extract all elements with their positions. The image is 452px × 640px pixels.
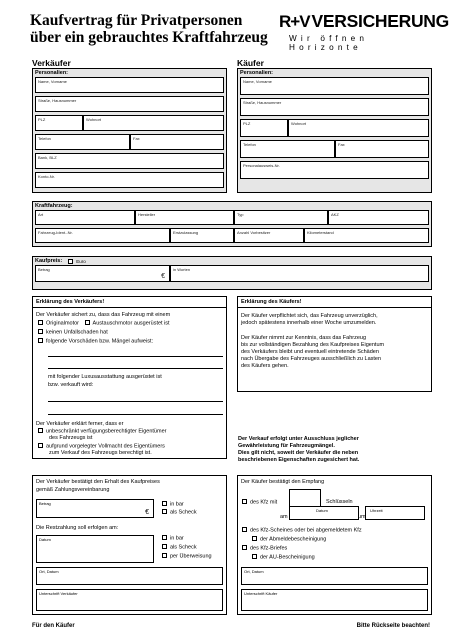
price-box [32,256,432,290]
euro-label: Euro [76,258,86,264]
cheque-checkbox[interactable] [162,509,167,514]
owner-checkbox[interactable] [38,428,43,433]
logo-slogan: Wir öffnen Horizonte [289,34,369,52]
damages-checkbox[interactable] [38,338,43,343]
seller-account-field[interactable]: Konto-Nr. [35,172,224,188]
seller-street-field[interactable]: Straße, Hausnummer [35,96,224,112]
receipt-date-field[interactable]: Datum [289,506,359,520]
damages-line-2[interactable] [48,368,223,369]
receipt-euro-sign: € [145,509,149,516]
price-words-field[interactable]: in Worten [170,265,429,282]
luxury-line-2[interactable] [48,414,223,415]
divider [237,307,432,308]
rest-payment-date-field[interactable]: Datum [36,535,154,563]
buyer-decl-p2c: des Verkäufers bleibt und eventuell eintretende Schäden [241,349,379,355]
registration-doc-checkbox[interactable] [242,527,247,532]
buyer-decl-p2d: nach Übergabe des Fahrzeuges ausschließlich zu Lasten [241,356,382,362]
buyer-declaration-title: Erklärung des Käufers! [241,299,302,305]
buyer-personal-box [237,68,432,193]
emission-cert-checkbox[interactable] [252,554,257,559]
buyer-decl-p1a: Der Käufer verpflichtet sich, das Fahrzeug unverzüglich, [241,313,378,319]
damages-line-1[interactable] [48,356,223,357]
vehicle-box [32,201,432,247]
vehicle-manufacturer-field[interactable]: Hersteller [135,210,234,225]
divider [32,307,227,308]
deregistration-checkbox[interactable] [252,536,257,541]
buyer-receipt-title: Der Käufer bestätigt den Empfang [241,479,325,485]
buyer-box-title: Personalien: [240,70,274,76]
buyer-heading: Käufer [237,58,264,68]
luxury-text-2: bzw. verkauft wird: [48,382,94,388]
car-keys-checkbox[interactable] [242,499,247,504]
buyer-place-date-field[interactable]: Ort, Datum [241,567,428,585]
authorized-text-2: zum Verkauf des Fahrzeugs berechtigt ist. [49,450,152,456]
transfer-checkbox[interactable] [162,553,167,558]
seller-personal-box [32,68,227,193]
vehicle-prev-owners-field[interactable]: Anzahl Vorbesitzer [234,228,304,243]
original-engine-checkbox[interactable] [38,320,43,325]
buyer-decl-p1b: jedoch spätestens innerhalb einer Woche umzumelden. [241,320,377,326]
receipt-time-field[interactable]: Uhrzeit [365,506,425,520]
vehicle-plate-field[interactable]: AKZ [328,210,429,225]
seller-decl-intro: Der Verkäufer sichert zu, dass das Fahrzeug mit einem [36,312,171,318]
buyer-city-field[interactable]: Wohnort [288,119,429,137]
buyer-id-field[interactable]: Personalausweis-Nr. [240,161,429,179]
price-amount-field[interactable]: Betrag € [35,265,170,282]
buyer-decl-p2a: Der Käufer nimmt zur Kenntnis, dass das Fahrzeug [241,335,367,341]
buyer-fax-field[interactable]: Fax [335,140,429,158]
cash2-checkbox[interactable] [162,535,167,540]
price-box-title: Kaufpreis: [35,258,63,264]
title-line-1: Kaufvertrag für Privatpersonen [30,12,243,29]
am-label: am [280,514,288,520]
seller-city-field[interactable]: Wohnort [83,115,224,131]
buyer-plz-field[interactable]: PLZ [240,119,288,137]
logo-brand-name: VERSICHERUNG [311,11,449,31]
um-label: um [358,514,366,520]
vehicle-box-title: Kraftfahrzeug: [35,203,73,209]
seller-receipt-l1: Der Verkäufer bestätigt den Erhalt des Kaufpreises [36,479,160,485]
buyer-street-field[interactable]: Straße, Hausnummer [240,98,429,116]
luxury-text-1: mit folgender Luxusausstattung ausgerüstet ist [48,374,162,380]
vehicle-title-checkbox[interactable] [242,545,247,550]
seller-bank-field[interactable]: Bank, BLZ [35,153,224,169]
vehicle-type-field[interactable]: Art [35,210,135,225]
luxury-line-1[interactable] [48,401,223,402]
cash-checkbox[interactable] [162,501,167,506]
keys-label: Schlüsseln [326,499,353,505]
title-line-2: über ein gebrauchtes Kraftfahrzeug [30,29,268,46]
price-euro-sign: € [161,273,165,280]
owner-text-2: des Fahrzeugs ist [49,435,93,441]
buyer-decl-p2e: des Käufers gehen. [241,363,289,369]
buyer-signature-field[interactable]: Unterschrift Käufer [241,589,428,611]
buyer-name-field[interactable]: Name, Vorname [240,77,429,95]
exchange-engine-checkbox[interactable] [85,320,90,325]
vehicle-mileage-field[interactable]: Kilometerstand [304,228,429,243]
rest-payment-label: Die Restzahlung soll erfolgen am: [36,525,119,531]
vehicle-model-field[interactable]: Typ [234,210,328,225]
buyer-decl-p2b: bis zur vollständigen Bezahlung des Kaufpreises Eigentum [241,342,385,348]
rv-logo [279,11,449,52]
seller-name-field[interactable]: Name, Vorname [35,77,224,93]
receipt-amount-field[interactable]: Betrag € [36,499,154,518]
seller-receipt-l2: gemäß Zahlungsvereinbarung [36,487,110,493]
seller-heading: Verkäufer [32,58,71,68]
authorized-checkbox[interactable] [38,443,43,448]
logo-mark: R+V [279,11,310,31]
footer-left: Für den Käufer [32,623,75,629]
vehicle-vin-field[interactable]: Fahrzeug-Ident.-Nr. [35,228,170,243]
seller-place-date-field[interactable]: Ort, Datum [36,567,223,585]
document-title [30,12,280,46]
buyer-phone-field[interactable]: Telefon [240,140,335,158]
seller-plz-field[interactable]: PLZ [35,115,83,131]
euro-checkbox[interactable] [68,259,73,264]
no-accident-checkbox[interactable] [38,329,43,334]
seller-phone-field[interactable]: Telefon [35,134,130,150]
cheque2-checkbox[interactable] [162,544,167,549]
seller-signature-field[interactable]: Unterschrift Verkäufer [36,589,223,611]
owner-intro: Der Verkäufer erklärt ferner, dass er [36,421,124,427]
seller-box-title: Personalien: [35,70,69,76]
vehicle-registration-field[interactable]: Erstzulassung [170,228,234,243]
footer-right: Bitte Rückseite beachten! [356,623,430,629]
disclaimer: Der Verkauf erfolgt unter Ausschluss jeglicher Gewährleistung für Fahrzeugmängel. Dies gilt nicht, soweit der Verkäufer die neben beschriebenen Eigenschaften zugesichert hat. [238,436,360,463]
seller-fax-field[interactable]: Fax [130,134,224,150]
seller-declaration-title: Erklärung des Verkäufers! [36,299,105,305]
